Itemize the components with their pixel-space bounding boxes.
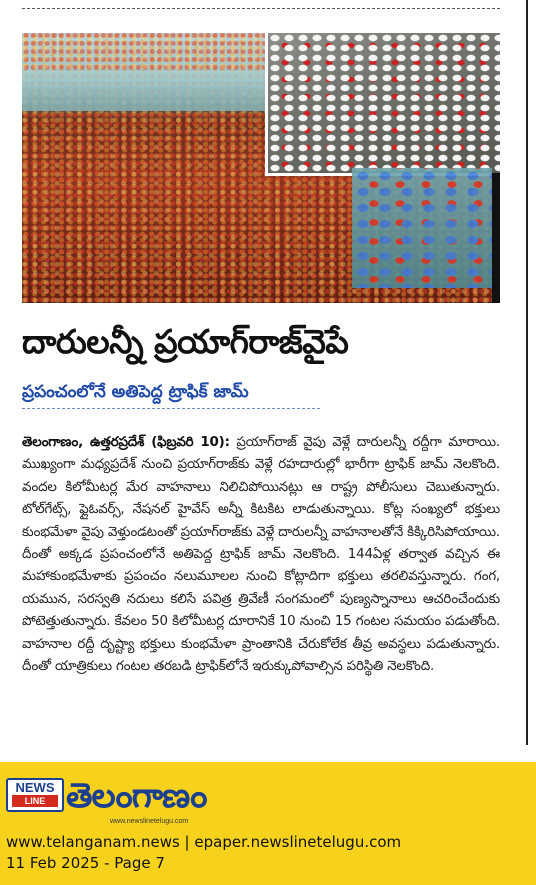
newsline-logo — [6, 778, 64, 812]
article-body — [22, 432, 500, 678]
logo-news-text: NEWS — [15, 780, 55, 795]
telanganam-brand: తెలంగాణం — [66, 776, 207, 816]
footer-date-page: 11 Feb 2025 - Page 7 — [6, 854, 165, 872]
article-headline: దారులన్నీ ప్రయాగ్‌రాజ్‌వైపే — [22, 322, 349, 361]
column-divider — [526, 0, 528, 745]
boats-photo-area — [352, 168, 492, 288]
subheadline-underline — [22, 408, 320, 409]
article-body-text: ప్రయాగ్‌రాజ్ వైపు వెళ్లే దారులన్నీ రద్దీగా మారాయి. ముఖ్యంగా మధ్యప్రదేశ్ నుంచి ప్రయాగ్‌రాజ్‌కు వెళ్లే రహదారుల్లో భారీగా ట్రాఫిక్ జామ్ నెలకొంది. వందల కిలోమీటర్ల మేర వాహనాలు నిలిచిపోయినట్లు ఆ రాష్ట్ర పోలీసులు చెబుతున్నారు. టోల్‌గేట్స్, ఫ్లైఓవర్స్, నేషనల్ హైవేస్ అన్నీ కిటకిట లాడుతున్నాయి. కోట్ల సంఖ్యలో భక్తులు కుంభమేళా వైపు వెళ్తుండటంతో ప్రయాగ్‌రాజ్‌కు వెళ్లే దారులన్నీ వాహనాలతోనే కిక్కిరిసిపోయాయి. దీంతో అక్కడ ప్రపంచంలోనే అతిపెద్ద ట్రాఫిక్ జామ్ నెలకొంది. 144ఏళ్ల తర్వాత వచ్చిన ఈ మహాకుంభమేళాకు ప్రపంచం నలుమూలల నుంచి కోట్లాదిగా భక్తులు తరలివస్తున్నారు. గంగ, యమున, సరస్వతి నదులు కలిసే పవిత్ర త్రివేణీ సంగమంలో పుణ్యస్నానాలు ఆచరించేందుకు పోటెత్తుతున్నారు. కేవలం 50 కిలోమీటర్ల దూరానికే 10 నుంచి 15 గంటల సమయం పడుతోంది. వాహనాల రద్దీ దృష్ట్యా భక్తులు కుంభమేళా ప్రాంతానికి చేరుకోలేక తీవ్ర అవస్థలు పడుతున్నారు. దీంతో యాత్రికులు గంటల తరబడి ట్రాఫిక్‌లోనే ఇరుక్కుపోవాల్సిన పరిస్థితి నెలకొంది. — [22, 435, 500, 675]
traffic-jam-photo — [265, 33, 500, 176]
article-subheadline: ప్రపంచంలోనే అతిపెద్ద ట్రాఫిక్ జామ్ — [22, 382, 249, 402]
river-photo-area — [22, 71, 272, 111]
photo-divider — [492, 173, 500, 303]
brand-url: www.newslinetelugu.com — [110, 818, 189, 825]
top-divider — [22, 8, 500, 9]
footer-websites: www.telanganam.news | epaper.newslinetelugu.com — [6, 833, 402, 851]
logo-line-text: LINE — [12, 795, 58, 807]
article-dateline: తెలంగాణం, ఉత్తరప్రదేశ్ (ఫిబ్రవరి 10): — [22, 435, 230, 450]
news-photo — [22, 33, 500, 303]
